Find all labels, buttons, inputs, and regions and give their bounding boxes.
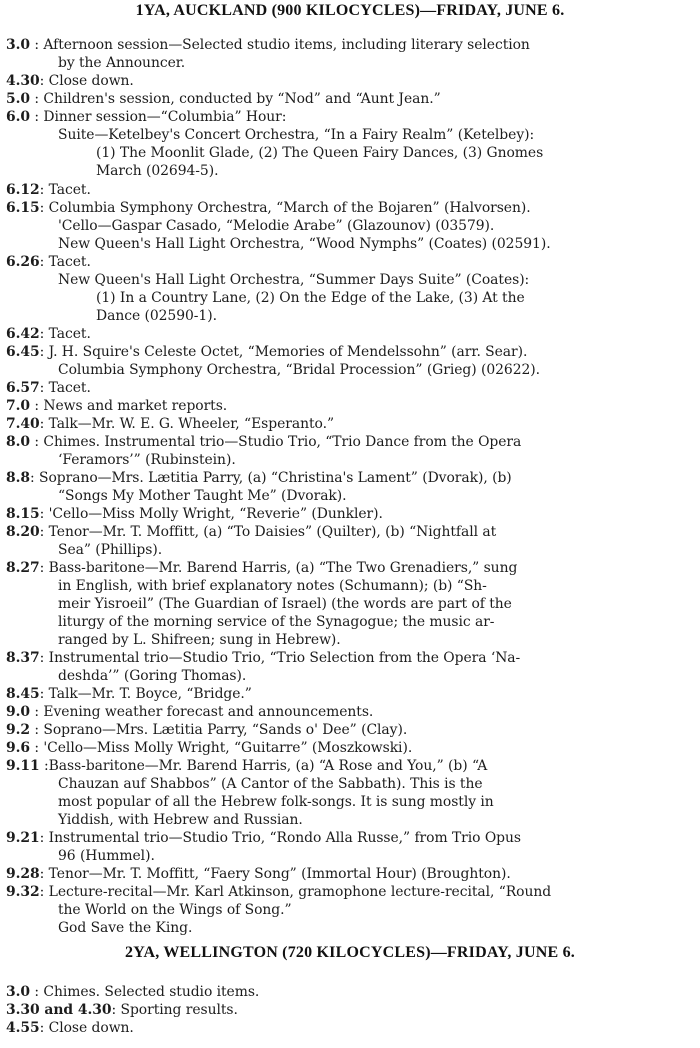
- programme-text: New Queen's Hall Light Orchestra, “Wood Nymphs” (Coates) (02591).: [58, 236, 551, 252]
- programme-line: [6, 505, 383, 523]
- time-label: 7.0: [6, 398, 31, 414]
- station-heading: 1YA, AUCKLAND (900 KILOCYCLES)—FRIDAY, JUNE 6.: [135, 2, 565, 19]
- programme-line: [6, 883, 551, 901]
- programme-text: Children's session, conducted by “Nod” and “Aunt Jean.”: [43, 91, 441, 107]
- programme-text: 'Cello—Miss Molly Wright, “Reverie” (Dunkler).: [48, 506, 383, 522]
- programme-line: [6, 739, 412, 757]
- time-separator: :: [39, 416, 49, 432]
- programme-line: [6, 36, 530, 54]
- time-separator: :: [30, 984, 44, 1000]
- programme-line: [6, 343, 527, 361]
- time-label: 4.55: [6, 1020, 40, 1036]
- time-separator: :: [39, 344, 49, 360]
- time-separator: :: [39, 758, 49, 774]
- time-label: 6.0: [6, 109, 31, 125]
- time-label: 9.11: [6, 758, 40, 774]
- time-separator: :: [30, 740, 44, 756]
- programme-text: Afternoon session—Selected studio items, including literary selection: [43, 37, 530, 53]
- time-label: 9.0: [6, 704, 31, 720]
- programme-text: 'Cello—Miss Molly Wright, “Guitarre” (Moszkowski).: [43, 740, 413, 756]
- time-separator: :: [39, 830, 49, 846]
- programme-line: [6, 325, 91, 343]
- programme-text: Dance (02590-1).: [96, 308, 217, 324]
- programme-line: [6, 415, 334, 433]
- time-label: 5.0: [6, 91, 31, 107]
- programme-line: [6, 685, 252, 703]
- programme-text: Tenor—Mr. T. Moffitt, “Faery Song” (Immortal Hour) (Broughton).: [48, 866, 511, 882]
- programme-text: Yiddish, with Hebrew and Russian.: [58, 812, 303, 828]
- time-separator: :: [39, 380, 49, 396]
- time-label: 9.2: [6, 722, 31, 738]
- programme-text: deshda’” (Goring Thomas).: [58, 668, 247, 684]
- programme-text: J. H. Squire's Celeste Octet, “Memories of Mendelssohn” (arr. Sear).: [48, 344, 528, 360]
- time-label: 6.26: [6, 254, 40, 270]
- time-separator: :: [39, 326, 49, 342]
- programme-line: [6, 721, 407, 739]
- time-label: 9.28: [6, 866, 40, 882]
- time-separator: :: [30, 722, 44, 738]
- programme-line: [6, 379, 91, 397]
- time-label: 8.27: [6, 560, 40, 576]
- time-label: 6.42: [6, 326, 40, 342]
- time-separator: :: [111, 1002, 121, 1018]
- time-label: 6.15: [6, 200, 40, 216]
- programme-text: Sea” (Phillips).: [58, 542, 163, 558]
- programme-text: Talk—Mr. W. E. G. Wheeler, “Esperanto.”: [48, 416, 334, 432]
- time-label: 3.0: [6, 37, 31, 53]
- programme-text: the World on the Wings of Song.”: [58, 902, 292, 918]
- programme-line: [6, 559, 517, 577]
- programme-text: meir Yisroeil” (The Guardian of Israel) (the words are part of the: [58, 596, 512, 612]
- time-label: 3.0: [6, 984, 31, 1000]
- time-label: 8.0: [6, 434, 31, 450]
- programme-line: [6, 199, 531, 217]
- programme-line: [6, 108, 286, 126]
- time-label: 6.12: [6, 182, 40, 198]
- programme-text: Tacet.: [48, 380, 91, 396]
- programme-text: Instrumental trio—Studio Trio, “Trio Selection from the Opera ‘Na-: [48, 650, 521, 666]
- programme-text: Dinner session—“Columbia” Hour:: [43, 109, 287, 125]
- programme-text: Instrumental trio—Studio Trio, “Rondo Alla Russe,” from Trio Opus: [48, 830, 521, 846]
- programme-text: New Queen's Hall Light Orchestra, “Summer Days Suite” (Coates):: [58, 272, 530, 288]
- programme-text: Chauzan auf Shabbos” (A Cantor of the Sabbath). This is the: [58, 776, 483, 792]
- programme-text: March (02694-5).: [96, 163, 219, 179]
- programme-line: [6, 865, 511, 883]
- time-label: 8.15: [6, 506, 40, 522]
- time-separator: :: [39, 506, 49, 522]
- programme-text: Columbia Symphony Orchestra, “Bridal Procession” (Grieg) (02622).: [58, 362, 541, 378]
- programme-text: Bass-baritone—Mr. Barend Harris, (a) “The Two Grenadiers,” sung: [48, 560, 518, 576]
- time-separator: :: [39, 686, 49, 702]
- time-label: 8.8: [6, 470, 31, 486]
- programme-line: [6, 829, 521, 847]
- programme-text: ‘Feramors’” (Rubinstein).: [58, 452, 236, 468]
- time-separator: :: [39, 560, 49, 576]
- programme-text: Chimes. Instrumental trio—Studio Trio, “Trio Dance from the Opera: [43, 434, 522, 450]
- programme-text: Soprano—Mrs. Lætitia Parry, “Sands o' Dee” (Clay).: [43, 722, 408, 738]
- time-label: 4.30: [6, 73, 40, 89]
- time-separator: :: [39, 884, 49, 900]
- programme-text: Suite—Ketelbey's Concert Orchestra, “In a Fairy Realm” (Ketelbey):: [58, 127, 535, 143]
- station-heading: 2YA, WELLINGTON (720 KILOCYCLES)—FRIDAY, JUNE 6.: [125, 944, 575, 961]
- programme-text: Soprano—Mrs. Lætitia Parry, (a) “Christina's Lament” (Dvorak), (b): [39, 470, 512, 486]
- time-separator: :: [30, 434, 44, 450]
- time-separator: :: [39, 254, 49, 270]
- programme-line: [6, 253, 91, 271]
- time-separator: :: [30, 470, 40, 486]
- programme-line: [6, 649, 520, 667]
- time-separator: :: [39, 1020, 49, 1036]
- programme-text: Tacet.: [48, 326, 91, 342]
- programme-text: Tacet.: [48, 254, 91, 270]
- programme-text: Lecture-recital—Mr. Karl Atkinson, gramophone lecture-recital, “Round: [48, 884, 552, 900]
- programme-text: God Save the King.: [58, 920, 193, 936]
- programme-line: [6, 1001, 238, 1019]
- time-separator: :: [30, 109, 44, 125]
- programme-text: (1) In a Country Lane, (2) On the Edge of the Lake, (3) At the: [96, 290, 525, 306]
- programme-text: Sporting results.: [120, 1002, 238, 1018]
- programme-line: [6, 983, 259, 1001]
- time-separator: :: [39, 650, 49, 666]
- programme-line: [6, 523, 496, 541]
- programme-text: Evening weather forecast and announcements.: [43, 704, 374, 720]
- time-label: 3.30 and 4.30: [6, 1002, 112, 1018]
- programme-text: ranged by L. Shifreen; sung in Hebrew).: [58, 632, 341, 648]
- time-separator: :: [39, 524, 49, 540]
- programme-text: Columbia Symphony Orchestra, “March of the Bojaren” (Halvorsen).: [48, 200, 531, 216]
- programme-text: Bass-baritone—Mr. Barend Harris, (a) “A Rose and You,” (b) “A: [48, 758, 488, 774]
- programme-text: Close down.: [48, 1020, 134, 1036]
- programme-line: [6, 757, 487, 775]
- time-label: 8.20: [6, 524, 40, 540]
- programme-text: News and market reports.: [43, 398, 228, 414]
- programme-text: in English, with brief explanatory notes (Schumann); (b) “Sh-: [58, 578, 487, 594]
- programme-text: Tacet.: [48, 182, 91, 198]
- programme-text: most popular of all the Hebrew folk-songs. It is sung mostly in: [58, 794, 494, 810]
- programme-text: liturgy of the morning service of the Synagogue; the music ar-: [58, 614, 495, 630]
- time-label: 6.57: [6, 380, 40, 396]
- programme-text: “Songs My Mother Taught Me” (Dvorak).: [58, 488, 347, 504]
- programme-text: Tenor—Mr. T. Moffitt, (a) “To Daisies” (Quilter), (b) “Nightfall at: [48, 524, 497, 540]
- programme-line: [6, 1019, 134, 1037]
- time-label: 7.40: [6, 416, 40, 432]
- programme-text: 96 (Hummel).: [58, 848, 155, 864]
- programme-line: [6, 469, 512, 487]
- time-label: 6.45: [6, 344, 40, 360]
- time-label: 9.6: [6, 740, 31, 756]
- programme-text: Chimes. Selected studio items.: [43, 984, 260, 1000]
- time-separator: :: [30, 398, 44, 414]
- time-separator: :: [39, 200, 49, 216]
- time-label: 9.21: [6, 830, 40, 846]
- time-separator: :: [30, 91, 44, 107]
- time-label: 8.45: [6, 686, 40, 702]
- programme-line: [6, 90, 441, 108]
- time-label: 9.32: [6, 884, 40, 900]
- time-separator: :: [39, 73, 49, 89]
- programme-text: (1) The Moonlit Glade, (2) The Queen Fairy Dances, (3) Gnomes: [96, 145, 544, 161]
- time-separator: :: [30, 704, 44, 720]
- programme-line: [6, 181, 91, 199]
- time-separator: :: [30, 37, 44, 53]
- time-label: 8.37: [6, 650, 40, 666]
- programme-text: 'Cello—Gaspar Casado, “Melodie Arabe” (Glazounov) (03579).: [58, 218, 495, 234]
- programme-text: Close down.: [48, 73, 134, 89]
- programme-line: [6, 72, 134, 90]
- programme-text: Talk—Mr. T. Boyce, “Bridge.”: [48, 686, 252, 702]
- programme-line: [6, 433, 521, 451]
- time-separator: :: [39, 866, 49, 882]
- programme-text: by the Announcer.: [58, 55, 186, 71]
- programme-line: [6, 703, 373, 721]
- time-separator: :: [39, 182, 49, 198]
- programme-line: [6, 397, 227, 415]
